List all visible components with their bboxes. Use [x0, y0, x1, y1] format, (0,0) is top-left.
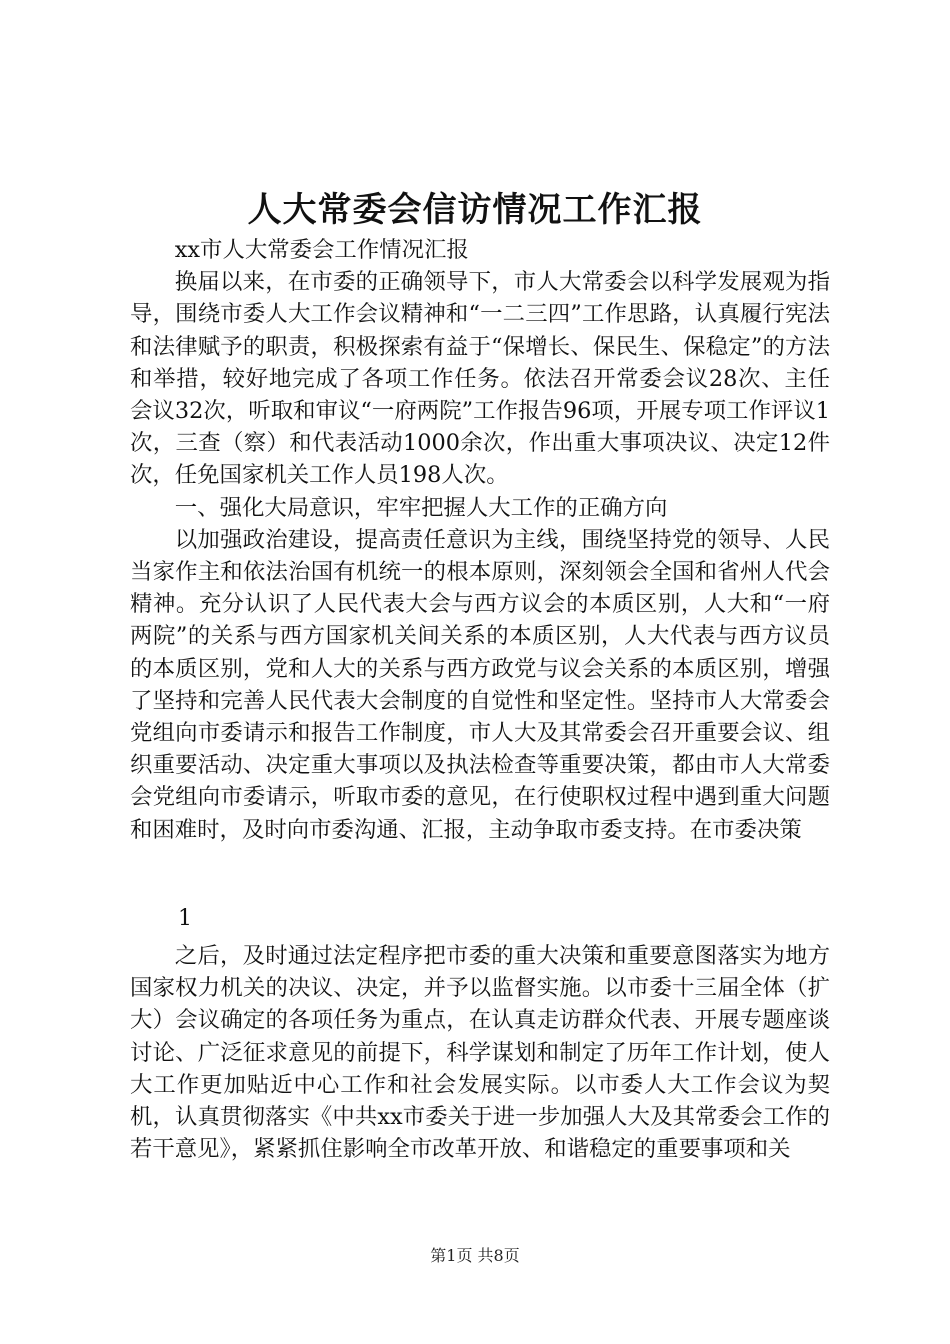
- paragraph-section-1: 以加强政治建设，提高责任意识为主线，围绕坚持党的领导、人民当家作主和依法治国有机统一的根本原则，深刻领会全国和省州人代会精神。充分认识了人民代表大会与西方议会的本质区别，人大和“一府两院”的关系与西方国家机关间关系的本质区别，人大代表与西方议员的本质区别，党和人大的关系与西方政党与议会关系的本质区别，增强了坚持和完善人民代表大会制度的自觉性和坚定性。坚持市人大常委会党组向市委请示和报告工作制度，市人大及其常委会召开重要会议、组织重要活动、决定重大事项以及执法检查等重要决策，都由市人大常委会党组向市委请示，听取市委的意见，在行使职权过程中遇到重大问题和困难时，及时向市委沟通、汇报，主动争取市委支持。在市委决策: [130, 526, 830, 843]
- document-body-continued: [130, 940, 830, 1165]
- paragraph-intro: 换届以来，在市委的正确领导下，市人大常委会以科学发展观为指导，围绕市委人大工作会议精神和“一二三四”工作思路，认真履行宪法和法律赋予的职责，积极探索有益于“保增长、保民生、保稳定”的方法和举措，较好地完成了各项工作任务。依法召开常委会议28次、主任会议32次，听取和审议“一府两院”工作报告96项，开展专项工作评议1次，三查（察）和代表活动1000余次，作出重大事项决议、决定12件次，任免国家机关工作人员198人次。: [130, 269, 830, 489]
- section-heading-1: 一、强化大局意识，牢牢把握人大工作的正确方向: [174, 494, 668, 521]
- page-footer: 第1页 共8页: [430, 1246, 520, 1265]
- document-subtitle: xx市人大常委会工作情况汇报: [174, 237, 469, 263]
- document-body: [130, 234, 830, 846]
- document-title: 人大常委会信访情况工作汇报: [247, 190, 703, 230]
- page-marker: 1: [178, 906, 192, 931]
- paragraph-continued: 之后，及时通过法定程序把市委的重大决策和重要意图落实为地方国家权力机关的决议、决定，并予以监督实施。以市委十三届全体（扩大）会议确定的各项任务为重点，在认真走访群众代表、开展专题座谈讨论、广泛征求意见的前提下，科学谋划和制定了历年工作计划，使人大工作更加贴近中心工作和社会发展实际。以市委人大工作会议为契机，认真贯彻落实《中共xx市委关于进一步加强人大及其常委会工作的若干意见》，紧紧抓住影响全市改革开放、和谐稳定的重要事项和关: [130, 943, 830, 1163]
